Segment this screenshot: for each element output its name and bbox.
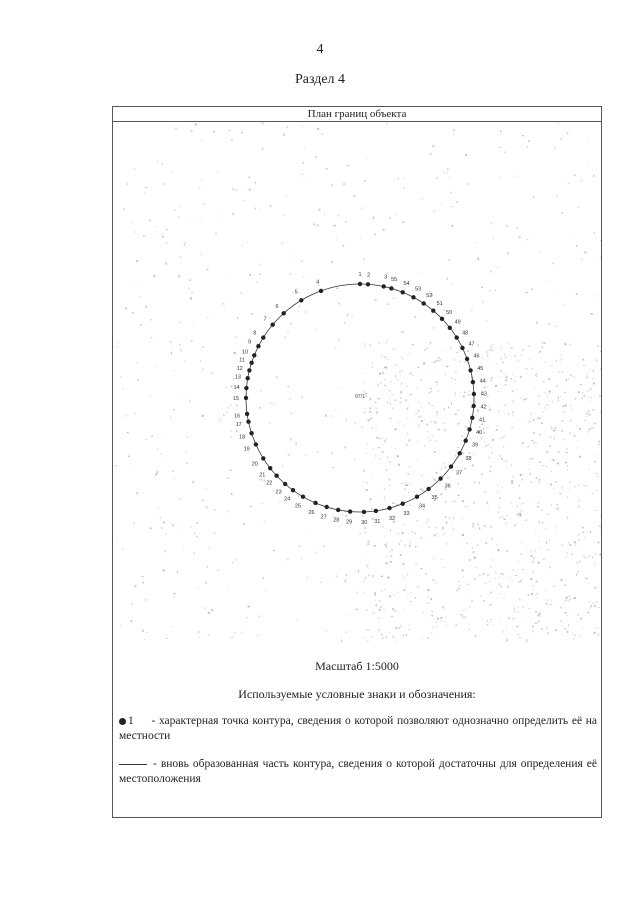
boundary-point-38 bbox=[458, 451, 462, 455]
boundary-point-6 bbox=[282, 311, 286, 315]
contour-line-icon bbox=[119, 764, 147, 765]
legend-point-item bbox=[119, 714, 597, 744]
boundary-point-5 bbox=[299, 298, 303, 302]
boundary-point-label: 8 bbox=[253, 330, 257, 337]
boundary-point-label: 18 bbox=[239, 434, 246, 441]
boundary-point-label: 23 bbox=[275, 489, 282, 496]
boundary-point-24 bbox=[291, 488, 295, 492]
boundary-point-9 bbox=[256, 344, 260, 348]
boundary-point-label: 12 bbox=[236, 366, 243, 372]
boundary-point-label: 13 bbox=[234, 374, 241, 381]
boundary-point-label: 52 bbox=[426, 293, 433, 300]
boundary-point-label: 11 bbox=[239, 357, 245, 364]
boundary-point-label: 31 bbox=[374, 518, 381, 525]
boundary-point-43 bbox=[472, 392, 476, 396]
boundary-point-label: 6 bbox=[275, 303, 279, 310]
boundary-point-label: 55 bbox=[391, 276, 398, 283]
boundary-point-label: 20 bbox=[251, 461, 258, 468]
boundary-point-44 bbox=[471, 380, 475, 384]
boundary-point-30 bbox=[362, 510, 366, 514]
boundary-point-51 bbox=[431, 309, 435, 313]
boundary-point-17 bbox=[246, 420, 250, 424]
boundary-point-label: 46 bbox=[473, 353, 480, 360]
boundary-point-label: 42 bbox=[480, 404, 487, 411]
boundary-point-label: 34 bbox=[418, 503, 426, 510]
boundary-point-label: 35 bbox=[431, 495, 438, 501]
legend-title: Используемые условные знаки и обозначения: bbox=[238, 687, 476, 701]
boundary-point-50 bbox=[440, 317, 444, 321]
boundary-point-label: 37 bbox=[455, 470, 463, 477]
boundary-point-36 bbox=[438, 476, 442, 480]
boundary-point-label: 36 bbox=[444, 483, 451, 490]
boundary-point-42 bbox=[472, 404, 476, 408]
boundary-point-label: 16 bbox=[234, 413, 241, 420]
boundary-point-label: 43 bbox=[480, 391, 487, 398]
boundary-point-2 bbox=[366, 282, 370, 286]
boundary-point-label: 17 bbox=[235, 421, 242, 428]
boundary-point-label: 9 bbox=[247, 339, 252, 346]
boundary-point-31 bbox=[374, 509, 378, 513]
boundary-point-40 bbox=[467, 427, 471, 431]
boundary-point-12 bbox=[247, 368, 251, 372]
boundary-point-20 bbox=[261, 456, 265, 460]
boundary-point-16 bbox=[245, 412, 249, 416]
boundary-point-33 bbox=[401, 502, 405, 506]
boundary-point-label: 21 bbox=[259, 472, 266, 479]
boundary-point-53 bbox=[411, 295, 415, 299]
boundary-point-label: 38 bbox=[465, 456, 472, 463]
boundary-point-23 bbox=[283, 482, 287, 486]
boundary-point-4 bbox=[319, 289, 323, 293]
boundary-point-14 bbox=[244, 386, 248, 390]
background-noise bbox=[115, 122, 601, 642]
boundary-point-55 bbox=[389, 286, 393, 290]
boundary-point-label: 15 bbox=[232, 396, 240, 402]
boundary-point-28 bbox=[336, 508, 340, 512]
boundary-point-label: 39 bbox=[471, 442, 479, 449]
boundary-point-label: 49 bbox=[454, 319, 461, 326]
boundary-point-25 bbox=[301, 495, 305, 499]
boundary-point-label: 51 bbox=[436, 301, 443, 307]
boundary-point-34 bbox=[415, 495, 419, 499]
legend-point-marker: 1 bbox=[128, 715, 134, 727]
boundary-point-45 bbox=[468, 368, 472, 372]
boundary-point-label: 19 bbox=[243, 446, 250, 453]
boundary-point-label: 41 bbox=[479, 417, 486, 424]
boundary-point-1 bbox=[358, 282, 362, 286]
legend-line-item bbox=[119, 757, 597, 787]
boundary-point-26 bbox=[313, 501, 317, 505]
boundary-point-label: 7 bbox=[263, 316, 267, 323]
boundary-point-35 bbox=[426, 487, 430, 491]
boundary-point-label: 45 bbox=[477, 366, 484, 372]
boundary-point-label: 25 bbox=[294, 503, 302, 510]
boundary-point-label: 30 bbox=[361, 519, 368, 526]
boundary-point-46 bbox=[465, 357, 469, 361]
boundary-point-label: 22 bbox=[266, 480, 273, 487]
boundary-point-27 bbox=[325, 505, 329, 509]
boundary-point-label: 44 bbox=[479, 378, 486, 385]
boundary-point-32 bbox=[387, 506, 391, 510]
boundary-point-label: 29 bbox=[346, 519, 353, 526]
page-number: 4 bbox=[316, 42, 324, 57]
center-label: 97/1 bbox=[355, 394, 365, 400]
boundary-point-label: 54 bbox=[403, 281, 410, 287]
boundary-point-52 bbox=[422, 301, 426, 305]
boundary-point-label: 26 bbox=[308, 510, 315, 517]
boundary-point-label: 27 bbox=[320, 514, 327, 521]
boundary-point-8 bbox=[261, 335, 265, 339]
boundary-point-3 bbox=[382, 284, 386, 288]
boundary-point-label: 10 bbox=[241, 349, 249, 356]
boundary-point-13 bbox=[246, 376, 250, 380]
boundary-point-label: 32 bbox=[389, 515, 396, 522]
boundary-point-label: 14 bbox=[233, 385, 240, 392]
boundary-plan bbox=[113, 122, 601, 642]
boundary-point-11 bbox=[249, 361, 253, 365]
boundary-point-10 bbox=[252, 353, 256, 357]
boundary-point-39 bbox=[464, 439, 468, 443]
boundary-point-19 bbox=[254, 442, 258, 446]
point-marker-icon bbox=[119, 718, 126, 725]
section-title: Раздел 4 bbox=[294, 72, 346, 87]
boundary-point-label: 28 bbox=[333, 517, 340, 524]
boundary-point-label: 48 bbox=[462, 330, 469, 337]
boundary-point-7 bbox=[271, 323, 275, 327]
boundary-point-54 bbox=[401, 290, 405, 294]
frame-title: План границ объекта bbox=[113, 107, 601, 122]
scale-label: Масштаб 1:5000 bbox=[315, 659, 399, 673]
boundary-point-label: 2 bbox=[367, 272, 371, 279]
boundary-point-22 bbox=[274, 474, 278, 478]
legend-line-text: - вновь образованная часть контура, сведения о которой достаточны для определения её местоположения bbox=[119, 758, 597, 785]
boundary-point-label: 24 bbox=[284, 496, 291, 503]
boundary-point-41 bbox=[470, 416, 474, 420]
boundary-point-29 bbox=[348, 509, 352, 513]
boundary-point-15 bbox=[244, 396, 248, 400]
boundary-point-21 bbox=[268, 466, 272, 470]
boundary-point-label: 53 bbox=[415, 286, 422, 293]
boundary-point-48 bbox=[455, 335, 459, 339]
boundary-point-label: 5 bbox=[294, 289, 298, 296]
boundary-point-label: 1 bbox=[358, 272, 362, 278]
boundary-point-18 bbox=[249, 431, 253, 435]
boundary-point-47 bbox=[460, 346, 464, 350]
legend-point-text: - характерная точка контура, сведения о которой позволяют однозначно определить её на местности bbox=[119, 715, 597, 742]
boundary-point-label: 33 bbox=[403, 511, 410, 517]
boundary-point-label: 40 bbox=[476, 430, 483, 437]
boundary-point-label: 50 bbox=[446, 309, 453, 316]
boundary-point-49 bbox=[448, 326, 452, 330]
boundary-point-label: 3 bbox=[384, 274, 388, 281]
boundary-point-label: 4 bbox=[316, 279, 320, 286]
boundary-point-37 bbox=[449, 464, 453, 468]
plan-frame bbox=[112, 106, 602, 818]
boundary-point-label: 47 bbox=[468, 341, 475, 348]
